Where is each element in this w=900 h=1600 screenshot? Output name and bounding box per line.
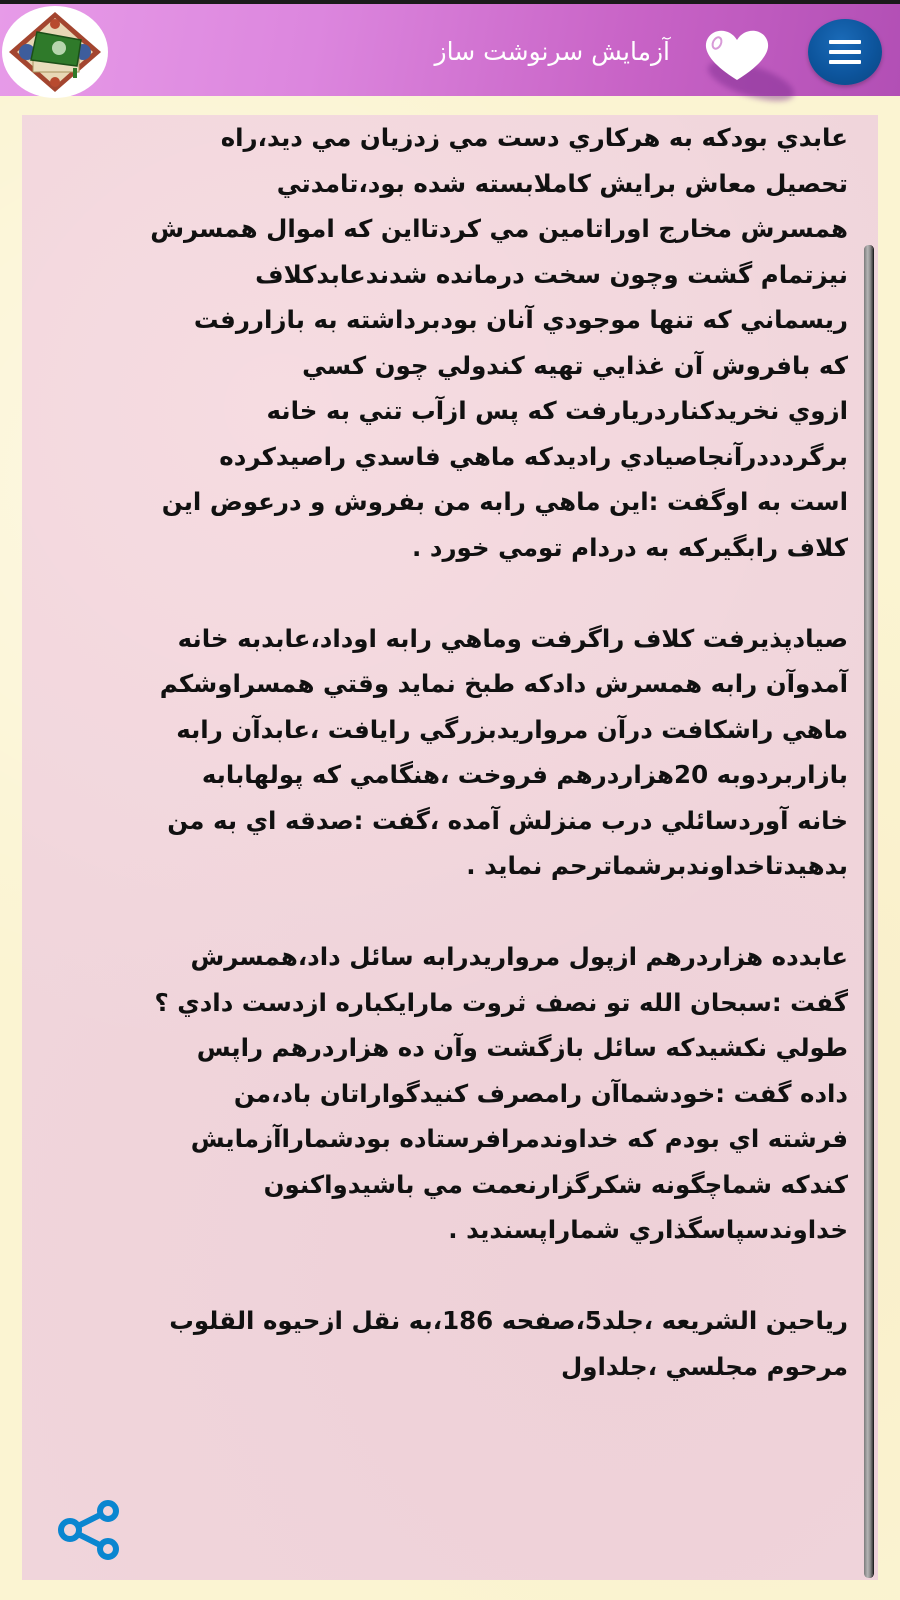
text-line: كندكه شماچگونه شكرگزارنعمت مي باشيدواكنون xyxy=(263,1169,848,1199)
text-line: رياحين الشريعه ،جلد5،صفحه 186،به نقل ازحيوه القلوب xyxy=(169,1306,848,1335)
text-line: نيزتمام گشت وچون سخت درمانده شدندعابدكلاف xyxy=(255,259,848,289)
quran-book-logo-icon xyxy=(7,10,103,94)
text-line: تحصيل معاش برايش كاملابسته شده بود،تامدتي xyxy=(276,168,848,198)
text-line: همسرش مخارج اوراتامين مي كردتااين كه اموال همسرش xyxy=(150,214,848,243)
text-line: ازوي نخريدكناردريارفت كه پس ازآب تني به خانه xyxy=(266,396,848,425)
text-line: بازاربردوبه 20هزاردرهم فروخت ،هنگامي كه پولهابابه xyxy=(201,760,848,789)
app-header xyxy=(0,0,900,96)
text-line: طولي نكشيدكه سائل بازگشت وآن ده هزاردرهم راپس xyxy=(196,1033,848,1062)
text-line: خانه آوردسائلي درب منزلش آمده ،گفت :صدقه اي به من xyxy=(167,805,848,835)
page-title: آزمایش سرنوشت ساز xyxy=(434,37,670,66)
app-logo[interactable] xyxy=(2,6,108,98)
text-line: ريسماني كه تنها موجودي آنان بودبرداشته به بازاررفت xyxy=(193,305,848,334)
text-line: آمدوآن رابه همسرش دادكه طبخ نمايد وقتي همسراوشكم xyxy=(159,669,848,698)
story-paragraph-1 xyxy=(48,115,848,570)
story-content-panel xyxy=(22,115,878,1580)
text-line: كلاف رابگيركه به دردام تومي خورد . xyxy=(412,532,848,562)
share-icon xyxy=(56,1500,122,1560)
story-paragraph-3 xyxy=(48,934,848,1253)
text-line: مرحوم مجلسي ،جلداول xyxy=(561,1351,848,1381)
text-line: صيادپذيرفت كلاف راگرفت وماهي رابه اوداد،عابدبه خانه xyxy=(177,623,848,653)
text-line: گفت :سبحان الله تو نصف ثروت مارايكباره ازدست دادي ؟ xyxy=(154,987,848,1017)
favorite-button[interactable] xyxy=(700,26,774,82)
text-line: عابدده هزاردرهم ازپول مرواريدرابه سائل داد،همسرش xyxy=(190,942,848,971)
text-line: داده گفت :خودشماآن رامصرف كنيدگواراتان باد،من xyxy=(233,1078,848,1108)
text-line: بدهيدتاخداوندبرشماترحم نمايد . xyxy=(466,851,848,880)
story-paragraph-2 xyxy=(48,616,848,889)
hamburger-menu-icon xyxy=(829,37,861,67)
menu-button[interactable] xyxy=(808,19,882,85)
share-button[interactable] xyxy=(56,1500,122,1560)
text-line: خداوندسپاسگذاري شماراپسنديد . xyxy=(448,1215,848,1244)
text-line: فرشته اي بودم كه خداوندمرافرستاده بودشماراآزمايش xyxy=(190,1124,848,1153)
text-line: برگردددرآنجاصيادي راديدكه ماهي فاسدي راصيدكرده xyxy=(219,441,848,471)
story-text xyxy=(48,115,848,1435)
text-line: ماهي راشكافت درآن مرواريدبزرگي رايافت ،عابدآن رابه xyxy=(176,714,848,744)
vertical-scrollbar[interactable] xyxy=(864,245,873,1578)
text-line: كه بافروش آن غذايي تهيه كندولي چون كسي xyxy=(302,350,848,380)
text-line: عابدي بودكه به هركاري دست مي زدزيان مي ديد،راه xyxy=(220,123,848,152)
source-citation xyxy=(48,1298,848,1389)
text-line: است به اوگفت :اين ماهي رابه من بفروش و درعوض اين xyxy=(161,487,848,516)
heart-icon xyxy=(700,26,774,82)
